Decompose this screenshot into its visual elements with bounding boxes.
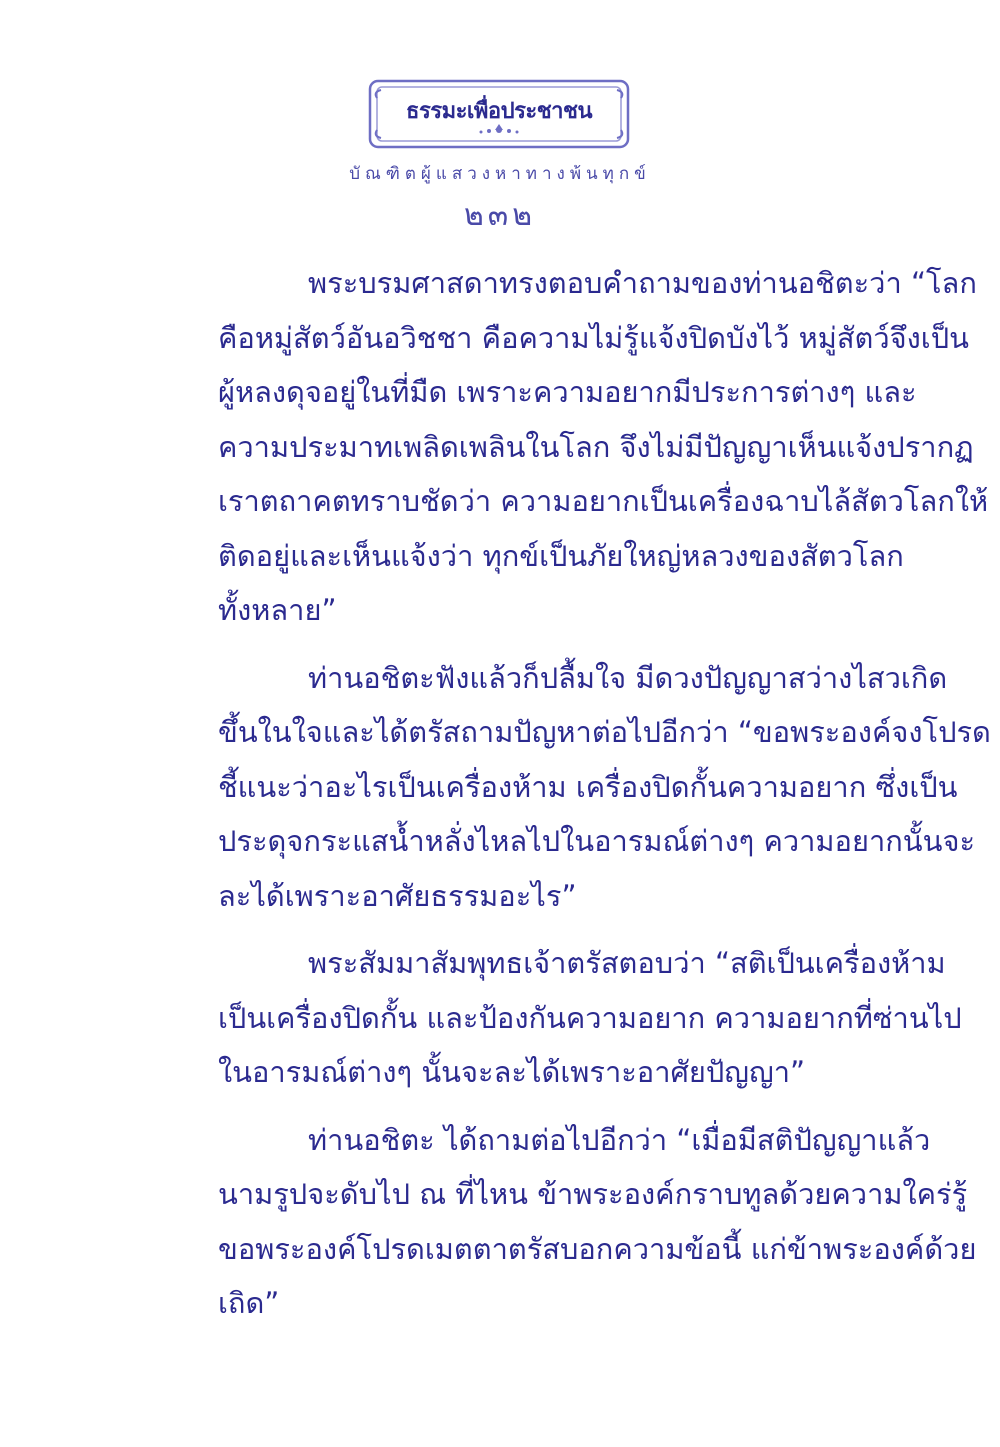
- text-line: คือหมู่สัตว์อันอวิชชา คือความไม่รู้แจ้งปิดบังไว้ หมู่สัตว์จึงเป็น: [218, 320, 969, 355]
- text-line: พระสัมมาสัมพุทธเจ้าตรัสตอบว่า “สติเป็นเครื่องห้าม: [308, 946, 946, 980]
- text-line: เป็นเครื่องปิดกั้น และป้องกันความอยาก ความอยากที่ซ่านไป: [218, 1000, 962, 1035]
- paragraph: [128, 651, 991, 924]
- text-line: เถิด”: [218, 1286, 280, 1320]
- text-line: ในอารมณ์ต่างๆ นั้นจะละได้เพราะอาศัยปัญญา”: [218, 1055, 806, 1089]
- page-number: ๒๓๒: [463, 198, 537, 233]
- paragraph: [128, 1113, 977, 1331]
- book-series-logo: [367, 78, 631, 150]
- text-line: ประดุจกระแสน้ำหลั่งไหลไปในอารมณ์ต่างๆ ความอยากนั้นจะ: [218, 824, 976, 858]
- text-line: ติดอยู่และเห็นแจ้งว่า ทุกข์เป็นภัยใหญ่หลวงของสัตวโลก: [218, 538, 904, 573]
- paragraph: [128, 256, 989, 638]
- logo-text: ธรรมะเพื่อประชาชน: [406, 99, 592, 124]
- text-line: พระบรมศาสดาทรงตอบคำถามของท่านอชิตะว่า “โลก: [308, 266, 977, 300]
- paragraph: [128, 936, 962, 1100]
- book-title: บัณฑิตผู้แสวงหาทางพ้นทุกข์: [349, 164, 651, 184]
- text-line: เราตถาคตทราบชัดว่า ความอยากเป็นเครื่องฉาบไล้สัตวโลกให้: [218, 484, 989, 518]
- text-line: ทั้งหลาย”: [218, 593, 337, 627]
- main-text: [128, 256, 991, 1344]
- text-line: ผู้หลงดุจอยู่ในที่มืด เพราะความอยากมีประการต่างๆ และ: [218, 375, 917, 409]
- text-line: ละได้เพราะอาศัยธรรมอะไร”: [218, 878, 577, 913]
- text-line: ความประมาทเพลิดเพลินในโลก จึงไม่มีปัญญาเห็นแจ้งปรากฏ: [218, 429, 974, 464]
- text-line: ชี้แนะว่าอะไรเป็นเครื่องห้าม เครื่องปิดกั้นความอยาก ซึ่งเป็น: [218, 769, 958, 804]
- text-line: ท่านอชิตะฟังแล้วก็ปลื้มใจ มีดวงปัญญาสว่างไสวเกิด: [308, 660, 948, 695]
- text-line: นามรูปจะดับไป ณ ที่ไหน ข้าพระองค์กราบทูลด้วยความใคร่รู้: [218, 1177, 968, 1211]
- text-line: ขอพระองค์โปรดเมตตาตรัสบอกความข้อนี้ แก่ข้าพระองค์ด้วย: [218, 1231, 977, 1266]
- text-line: ขึ้นในใจและได้ตรัสถามปัญหาต่อไปอีกว่า “ขอพระองค์จงโปรด: [218, 715, 991, 749]
- text-line: ท่านอชิตะ ได้ถามต่อไปอีกว่า “เมื่อมีสติปัญญาแล้ว: [308, 1122, 931, 1157]
